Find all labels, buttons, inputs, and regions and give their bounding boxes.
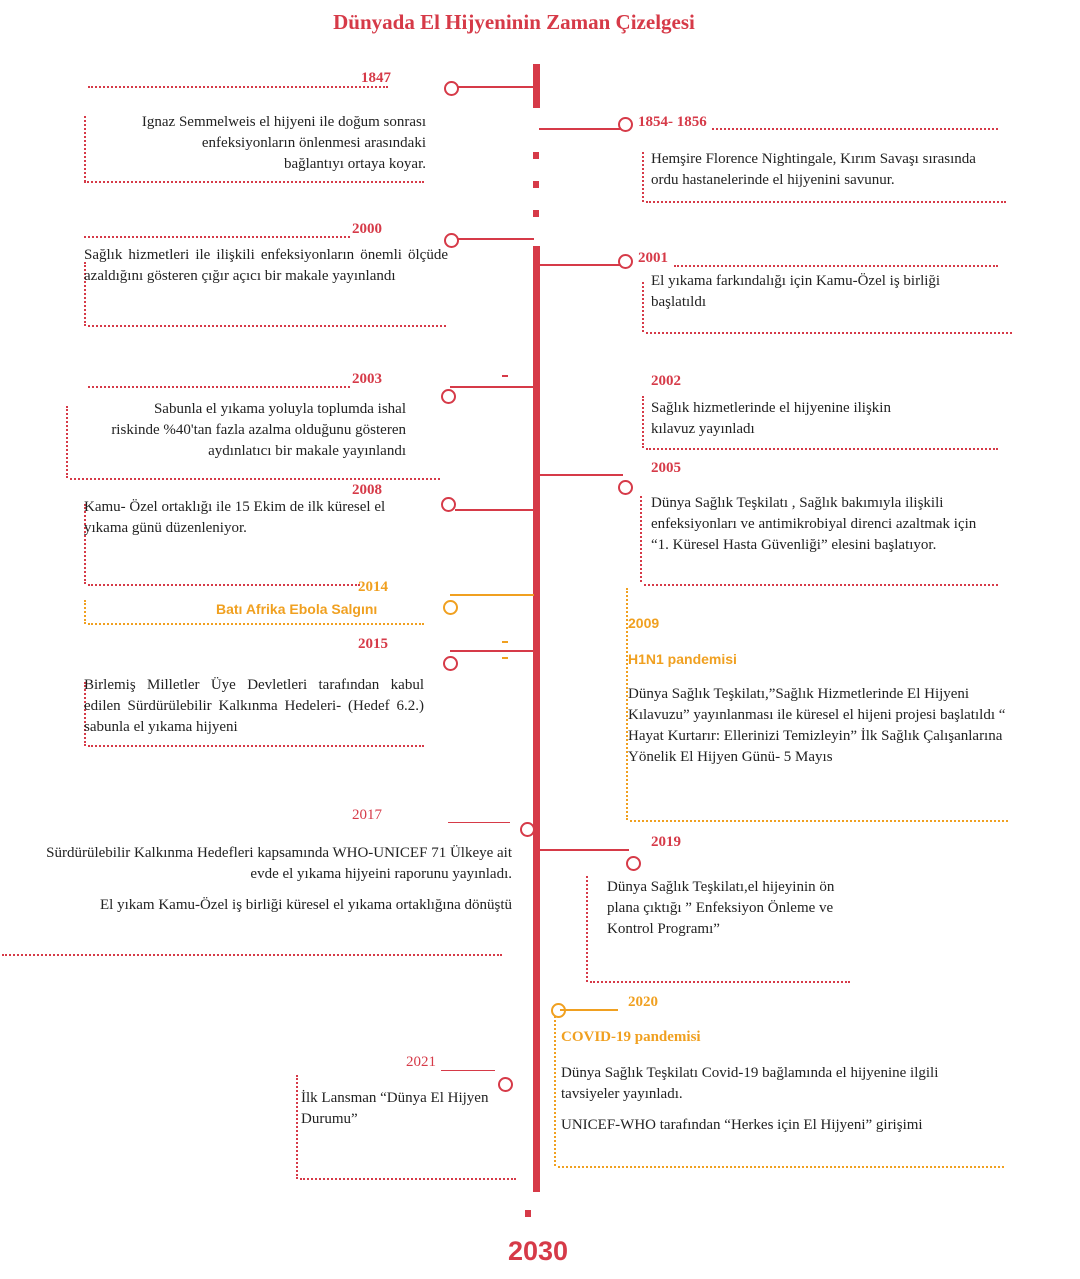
- event-year-2000: 2000: [352, 221, 382, 237]
- dotted-border: [644, 584, 998, 586]
- event-headline-2009: H1N1 pandemisi: [628, 651, 737, 667]
- event-year-2003: 2003: [352, 371, 382, 387]
- event-year-2009: 2009: [628, 615, 660, 631]
- timeline-dash: [533, 152, 539, 159]
- connector-line: [450, 650, 534, 652]
- timeline-node-1854: [618, 117, 633, 132]
- connector-line: [458, 238, 534, 240]
- event-text-2005: Dünya Sağlık Teşkilatı , Sağlık bakımıyla ilişkili enfeksiyonları ve antimikrobiyal direnci azaltmak için “1. Küresel Hasta Güvenliği” elesini başlatıyor.: [651, 495, 977, 553]
- event-year-2021: 2021: [406, 1054, 436, 1070]
- event-text-2009: Dünya Sağlık Teşkilatı,”Sağlık Hizmetlerinde El Hijyeni Kılavuzu” yayınlanması ile küresel el hijeni projesi başlatıldı “ Hayat Kurtarır: Ellerinizi Temizleyin” İlk Sağlık Çalışanlarına Yönelik El Hijyen Günü- 5 Mayıs: [628, 686, 1006, 765]
- dotted-border: [84, 116, 86, 182]
- event-text-1854: Hemşire Florence Nightingale, Kırım Savaşı sırasında ordu hastanelerinde el hijyenini savunur.: [651, 151, 976, 188]
- event-text-1847: Ignaz Semmelweis el hijyeni ile doğum sonrası enfeksiyonların önlenmesi arasındaki bağlantıyı ortaya koyar.: [141, 114, 426, 172]
- dotted-border: [630, 820, 1008, 822]
- timeline-node-2014: [443, 600, 458, 615]
- timeline-tick: [502, 657, 508, 659]
- year-underline: [448, 822, 510, 823]
- event-text-2021: İlk Lansman “Dünya El Hijyen Durumu”: [301, 1090, 489, 1127]
- event-headline-2014: Batı Afrika Ebola Salgını: [216, 601, 378, 617]
- dotted-border: [558, 1166, 1004, 1168]
- timeline-node-2001: [618, 254, 633, 269]
- dotted-border: [646, 201, 1006, 203]
- dotted-border: [554, 1016, 556, 1166]
- timeline-dash: [533, 181, 539, 188]
- connector-line: [458, 86, 534, 88]
- event-year-2020: 2020: [628, 994, 658, 1010]
- dotted-border: [88, 86, 388, 88]
- event-text-2017-part1: Sürdürülebilir Kalkınma Hedefleri kapsamında WHO-UNICEF 71 Ülkeye ait evde el yıkama hijyeini raporunu yayınladı.: [46, 845, 512, 882]
- event-text-2020: [561, 1063, 961, 1146]
- connector-line: [539, 474, 623, 476]
- event-text-2019: Dünya Sağlık Teşkilatı,el hijeyinin ön plana çıktığı ” Enfeksiyon Önleme ve Kontrol Programı”: [607, 879, 835, 937]
- event-text-2003: Sabunla el yıkama yoluyla toplumda ishal riskinde %40'tan fazla azalma olduğunu gösteren aydınlatıcı bir makale yayınlandı: [111, 401, 406, 459]
- timeline-node-2019: [626, 856, 641, 871]
- connector-line: [539, 128, 621, 130]
- timeline-dash: [533, 210, 539, 217]
- dotted-border: [646, 332, 1012, 334]
- dotted-border: [88, 386, 350, 388]
- dotted-border: [642, 396, 644, 448]
- connector-line: [450, 386, 534, 388]
- event-text-2017: [40, 843, 512, 926]
- event-year-2017: 2017: [352, 807, 382, 823]
- timeline-spine: [533, 246, 540, 1192]
- dotted-border: [2, 954, 502, 956]
- timeline-node-2017: [520, 822, 535, 837]
- event-text-2015: Birlemiş Milletler Üye Devletleri tarafından kabul edilen Sürdürülebilir Kalkınma Hedeleri- (Hedef 6.2.) sabunla el yıkama hijyeni: [84, 677, 424, 735]
- connector-line: [539, 264, 621, 266]
- event-year-2002: 2002: [651, 373, 681, 389]
- dotted-border: [712, 128, 998, 130]
- event-text-2020-part1: Dünya Sağlık Teşkilatı Covid-19 bağlamında el hijyenine ilgili tavsiyeler yayınladı.: [561, 1065, 939, 1102]
- event-year-2019: 2019: [651, 834, 681, 850]
- dotted-border: [88, 584, 360, 586]
- dotted-border: [88, 325, 446, 327]
- event-text-2000: Sağlık hizmetleri ile ilişkili enfeksiyonların önemli ölçüde azaldığını gösteren çığır açıcı bir makale yayınlandı: [84, 247, 448, 284]
- event-headline-2020: COVID-19 pandemisi: [561, 1029, 701, 1045]
- dotted-border: [66, 406, 68, 478]
- dotted-border: [674, 265, 998, 267]
- dotted-border: [300, 1178, 516, 1180]
- event-year-1847: 1847: [361, 70, 391, 86]
- timeline-end-year: 2030: [507, 1236, 569, 1266]
- dotted-border: [84, 600, 86, 624]
- dotted-border: [84, 181, 424, 183]
- event-year-1854: 1854- 1856: [638, 114, 707, 130]
- year-underline: [441, 1070, 495, 1071]
- dotted-border: [70, 478, 440, 480]
- timeline-spine-top: [533, 64, 540, 108]
- timeline-node-2008: [441, 497, 456, 512]
- dotted-border: [642, 152, 644, 202]
- dotted-border: [88, 623, 424, 625]
- event-year-2005: 2005: [651, 460, 681, 476]
- event-text-2002: Sağlık hizmetlerinde el hijyenine ilişkin kılavuz yayınladı: [651, 400, 891, 437]
- dotted-border: [84, 236, 350, 238]
- dotted-border: [640, 496, 642, 582]
- event-year-2001: 2001: [638, 250, 668, 266]
- event-text-2001: El yıkama farkındalığı için Kamu-Özel iş birliği başlatıldı: [651, 273, 941, 310]
- event-year-2015: 2015: [358, 636, 388, 652]
- event-year-2008: 2008: [352, 482, 382, 498]
- dotted-border: [590, 981, 850, 983]
- connector-line: [560, 1009, 618, 1011]
- connector-line: [450, 594, 534, 596]
- timeline-tick: [502, 641, 508, 643]
- dotted-border: [88, 745, 424, 747]
- timeline-end-dot: [525, 1210, 531, 1217]
- dotted-border: [586, 876, 588, 982]
- timeline-node-2015: [443, 656, 458, 671]
- event-text-2017-part2: El yıkam Kamu-Özel iş birliği küresel el yıkama ortaklığına dönüştü: [100, 897, 512, 913]
- timeline-node-1847: [444, 81, 459, 96]
- event-text-2008: Kamu- Özel ortaklığı ile 15 Ekim de ilk küresel el yıkama günü düzenleniyor.: [84, 499, 386, 536]
- event-text-2020-part2: UNICEF-WHO tarafından “Herkes için El Hijyeni” girişimi: [561, 1117, 923, 1133]
- timeline-tick: [502, 375, 508, 377]
- dotted-border: [296, 1075, 298, 1179]
- timeline-node-2005: [618, 480, 633, 495]
- connector-line: [539, 849, 629, 851]
- timeline-node-2003: [441, 389, 456, 404]
- connector-line: [455, 509, 534, 511]
- dotted-border: [646, 448, 998, 450]
- page-title: Dünyada El Hijyeninin Zaman Çizelgesi: [333, 10, 695, 34]
- dotted-border: [642, 282, 644, 332]
- event-year-2014: 2014: [358, 579, 388, 595]
